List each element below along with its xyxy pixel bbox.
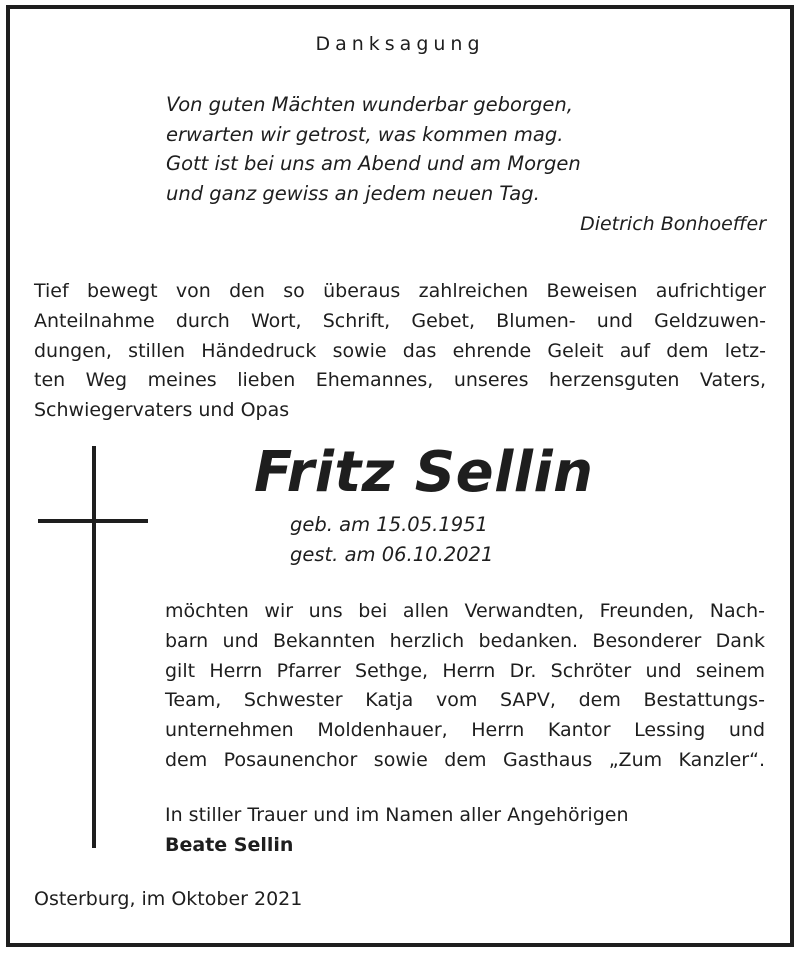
intro-line: Schwiegervaters und Opas	[34, 399, 290, 422]
deceased-name: Fritz Sellin	[254, 440, 594, 505]
intro-line: Tief bewegt von den so überaus zahlreichen Beweisen aufrichtiger	[34, 280, 766, 302]
thanks-line: unternehmen Moldenhauer, Herrn Kantor Lessing und	[165, 719, 765, 742]
intro-line: Anteilnahme durch Wort, Schrift, Gebet, Blumen- und Geldzuwen-	[34, 309, 766, 332]
intro-line: ten Weg meines lieben Ehemannes, unseres herzensguten Vaters,	[34, 369, 766, 392]
birth-date: geb. am 15.05.1951	[290, 513, 488, 536]
life-dates	[290, 510, 493, 570]
closing-text: In stiller Trauer und im Namen aller Angehörigen	[165, 804, 629, 826]
poem	[166, 90, 581, 208]
closing-block	[165, 800, 629, 860]
thanks-line: dem Posaunenchor sowie dem Gasthaus „Zum Kanzler“.	[165, 748, 765, 771]
poem-line: Von guten Mächten wunderbar geborgen,	[166, 93, 573, 116]
poem-line: erwarten wir getrost, was kommen mag.	[166, 122, 564, 146]
poem-line: und ganz gewiss an jedem neuen Tag.	[166, 181, 540, 205]
place-date: Osterburg, im Oktober 2021	[34, 888, 303, 910]
signer-name: Beate Sellin	[165, 834, 294, 856]
poem-author: Dietrich Bonhoeffer	[580, 213, 766, 235]
thanks-paragraph	[165, 597, 765, 776]
thanks-line: Team, Schwester Katja vom SAPV, dem Bestattungs-	[165, 689, 765, 712]
cross-vertical-bar	[92, 446, 96, 848]
thanks-line: möchten wir uns bei allen Verwandten, Freunden, Nach-	[165, 600, 765, 622]
notice-heading: Danksagung	[315, 33, 485, 55]
intro-paragraph	[34, 277, 766, 426]
cross-horizontal-bar	[38, 519, 148, 523]
intro-line: dungen, stillen Händedruck sowie das ehrende Geleit auf dem letz-	[34, 339, 766, 362]
death-date: gest. am 06.10.2021	[290, 543, 494, 566]
thanks-line: gilt Herrn Pfarrer Sethge, Herrn Dr. Schröter und seinem	[165, 659, 765, 682]
poem-line: Gott ist bei uns am Abend und am Morgen	[166, 152, 581, 175]
thanks-line: barn und Bekannten herzlich bedanken. Besonderer Dank	[165, 629, 765, 652]
